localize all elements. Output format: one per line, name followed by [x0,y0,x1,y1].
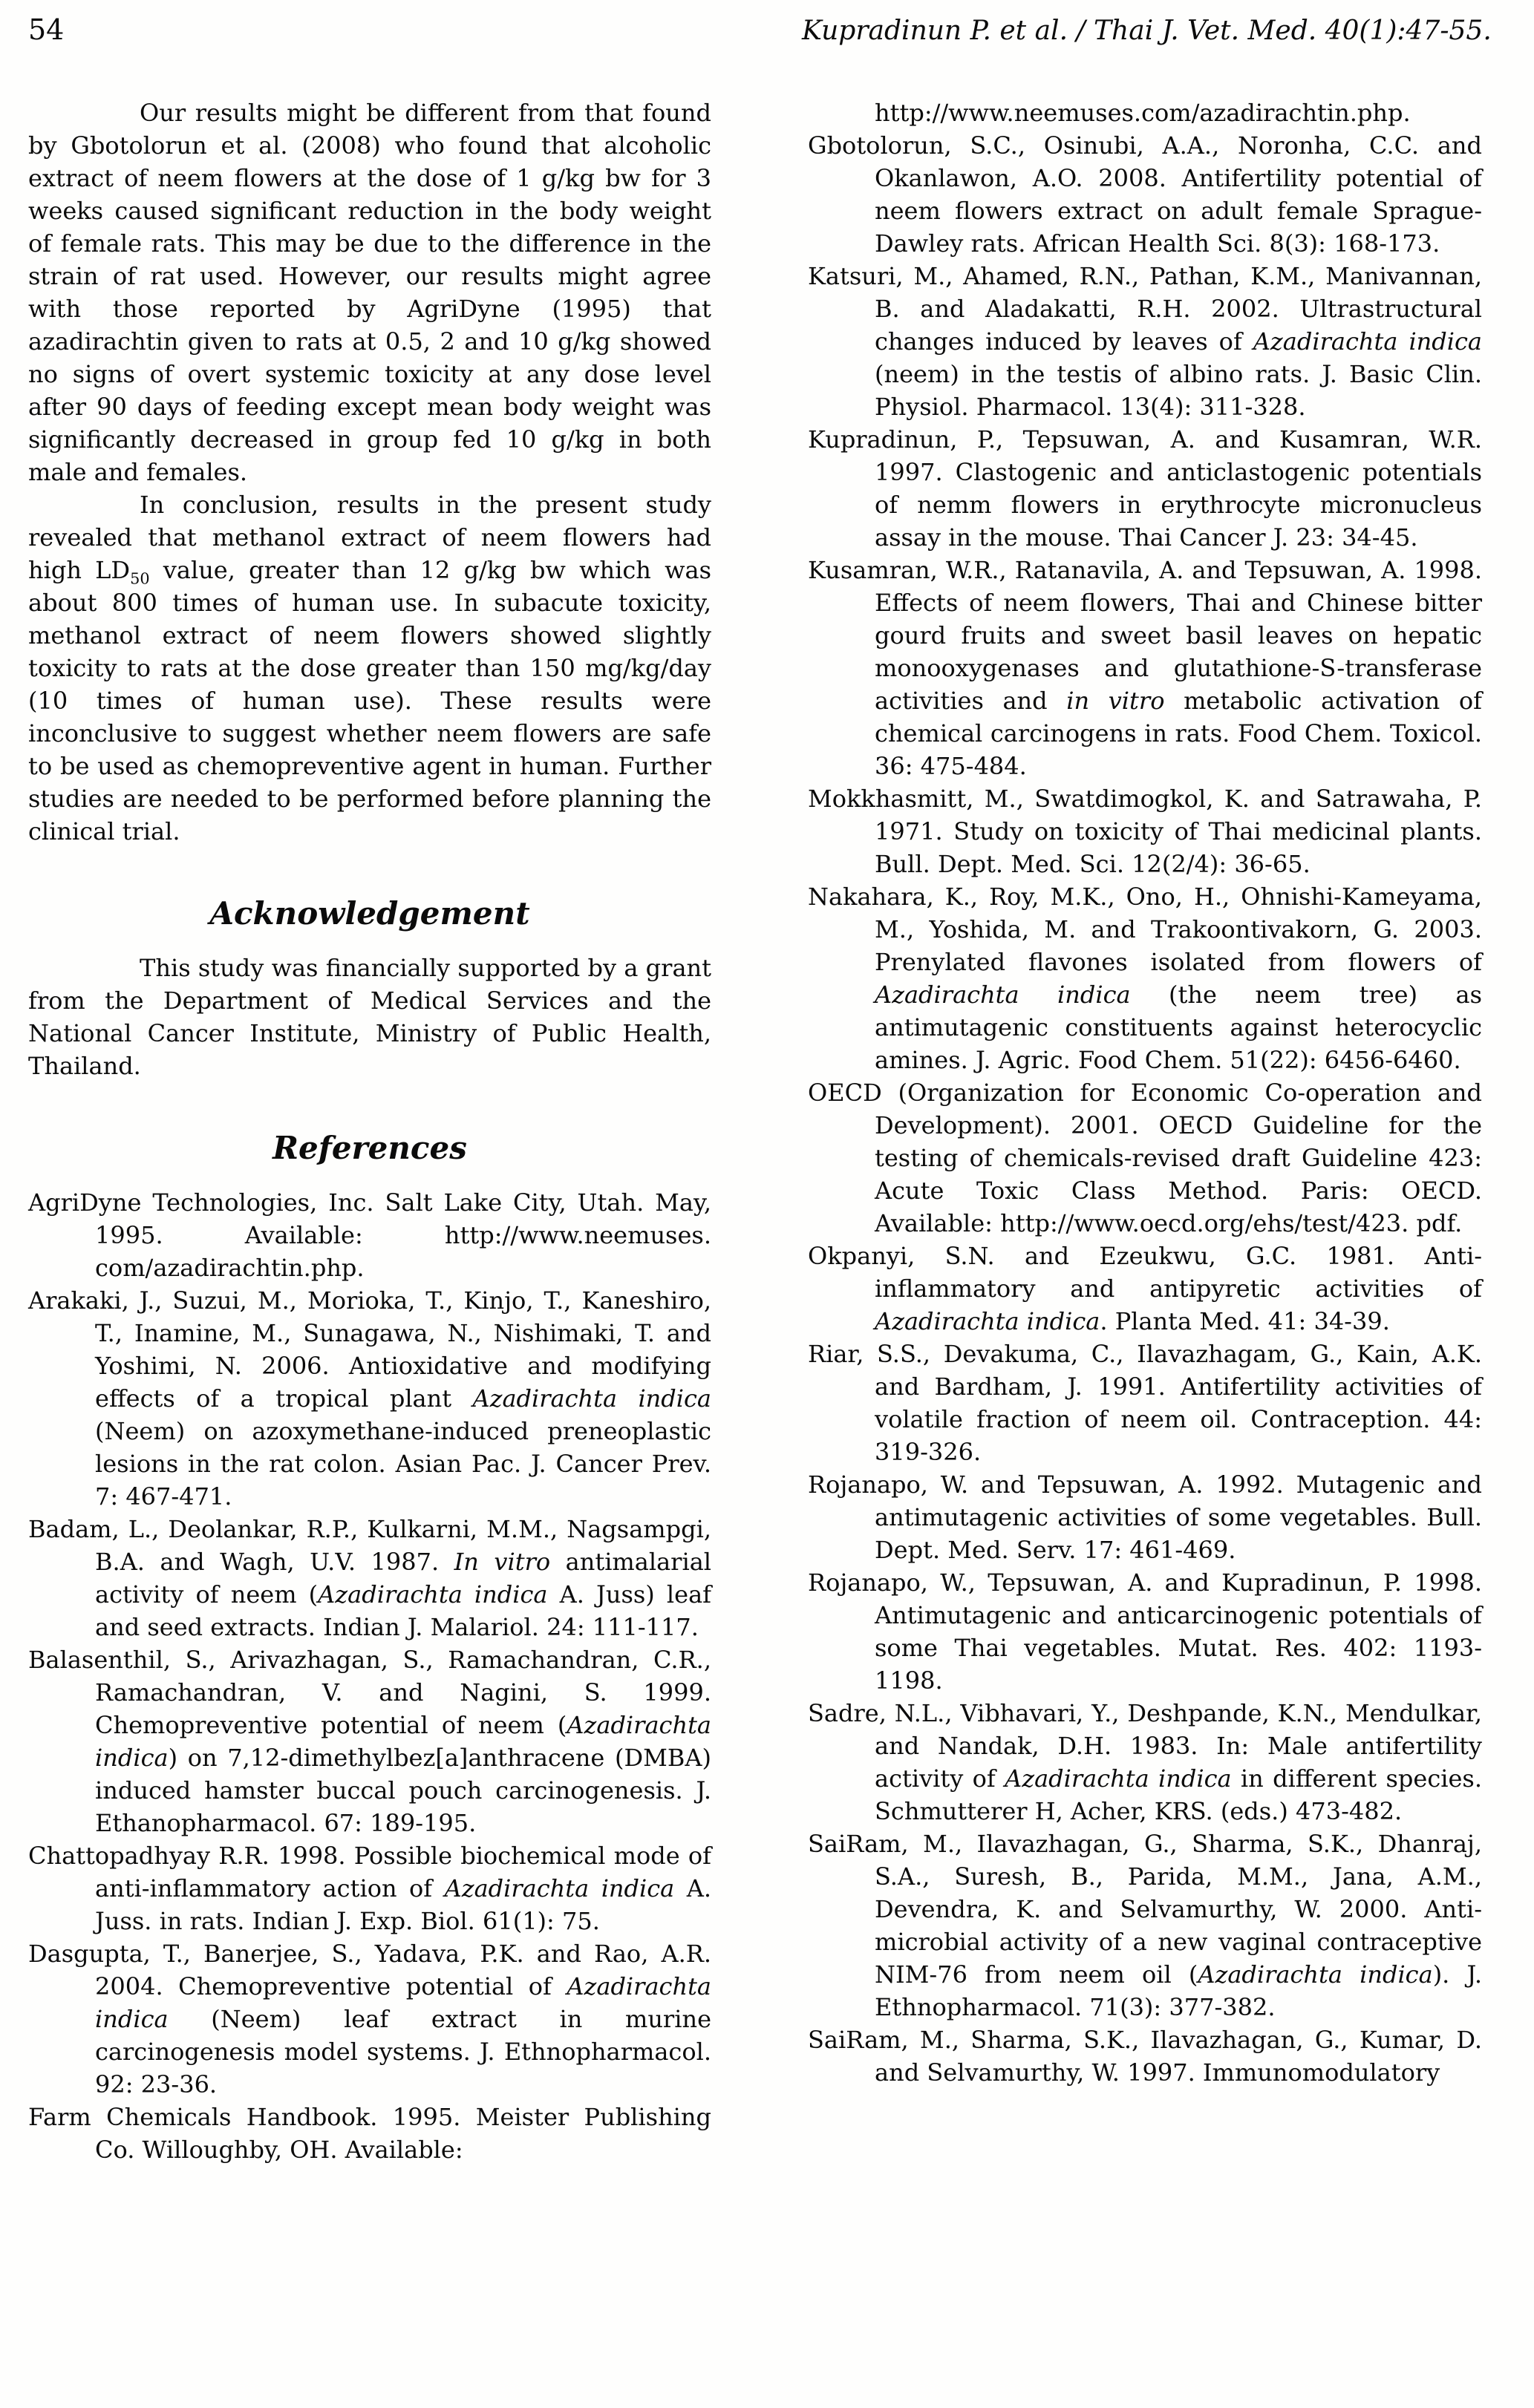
reference-entry: SaiRam, M., Sharma, S.K., Ilavazhagan, G., Kumar, D. and Selvamurthy, W. 1997. Immunomodulatory [808,2026,1482,2087]
reference-entry: Katsuri, M., Ahamed, R.N., Pathan, K.M., Manivannan, B. and Aladakatti, R.H. 2002. Ultrastructural changes induced by leaves of Azadirachta indica (neem) in the testis of albino rats. J. Basic Clin. Physiol. Pharmacol. 13(4): 311-328. [808,262,1483,421]
running-head: Kupradinun P. et al. / Thai J. Vet. Med. 40(1):47-55. [802,16,1492,46]
paragraph-conclusion: In conclusion, results in the present study revealed that methanol extract of neem flowers had high $LD_{50}$ value, greater than 12 g/kg bw which was about 800 times of human use. In subacute toxicity, methanol extract of neem flowers showed slightly toxicity to rats at the dose greater than 150 mg/kg/day (10 times of human use). These results were inconclusive to suggest whether neem flowers are safe to be used as chemopreventive agent in human. Further studies are needed to be performed before planning the clinical trial. [28,491,712,845]
left-column [28,96,711,2166]
reference-continuation: http://www.neemuses.com/azadirachtin.php. [875,99,1411,127]
page-number: 54 [28,13,65,46]
references-heading: References [272,1130,467,1166]
reference-entry: Dasgupta, T., Banerjee, S., Yadava, P.K. and Rao, A.R. 2004. Chemopreventive potential of Azadirachta indica (Neem) leaf extract in murine carcinogenesis model systems. J. Ethnopharmacol. 92: 23-36. [28,1940,711,2098]
reference-entry: Rojanapo, W. and Tepsuwan, A. 1992. Mutagenic and antimutagenic activities of some vegetables. Bull. Dept. Med. Serv. 17: 461-469. [808,1470,1482,1564]
reference-entry: Chattopadhyay R.R. 1998. Possible biochemical mode of anti-inflammatory action of Azadirachta indica A. Juss. in rats. Indian J. Exp. Biol. 61(1): 75. [28,1842,711,1935]
reference-entry: Mokkhasmitt, M., Swatdimogkol, K. and Satrawaha, P. 1971. Study on toxicity of Thai medicinal plants. Bull. Dept. Med. Sci. 12(2/4): 36-65. [808,785,1482,878]
paragraph-discussion: Our results might be different from that found by Gbotolorun et al. (2008) who found that alcoholic extract of neem flowers at the dose of 1 g/kg bw for 3 weeks caused significant reduction in the body weight of female rats. This may be due to the difference in the strain of rat used. However, our results might agree with those reported by AgriDyne (1995) that azadirachtin given to rats at 0.5, 2 and 10 g/kg showed no signs of overt systemic toxicity at any dose level after 90 days of feeding except mean body weight was significantly decreased in group fed 10 g/kg in both male and females. [28,99,711,486]
reference-entry: Kusamran, W.R., Ratanavila, A. and Tepsuwan, A. 1998. Effects of neem flowers, Thai and Chinese bitter gourd fruits and sweet basil leaves on hepatic monooxygenases and glutathione-S-transferase activities and in vitro metabolic activation of chemical carcinogens in rats. Food Chem. Toxicol. 36: 475-484. [808,556,1483,780]
reference-entry: Nakahara, K., Roy, M.K., Ono, H., Ohnishi-Kameyama, M., Yoshida, M. and Trakoontivakorn, G. 2003. Prenylated flavones isolated from flowers of Azadirachta indica (the neem tree) as antimutagenic constituents against heterocyclic amines. J. Agric. Food Chem. 51(22): 6456-6460. [808,883,1483,1074]
reference-entry: SaiRam, M., Ilavazhagan, G., Sharma, S.K., Dhanraj, S.A., Suresh, B., Parida, M.M., Jana, A.M., Devendra, K. and Selvamurthy, W. 2000. Anti-microbial activity of a new vaginal contraceptive NIM-76 from neem oil (Azadirachta indica). J. Ethnopharmacol. 71(3): 377-382. [808,1830,1483,2021]
reference-entry: OECD (Organization for Economic Co-operation and Development). 2001. OECD Guideline for the testing of chemicals-revised draft Guideline 423: Acute Toxic Class Method. Paris: OECD. Available: http://www.oecd.org/ehs/test/423. pdf. [808,1079,1482,1237]
reference-entry: Riar, S.S., Devakuma, C., Ilavazhagam, G., Kain, A.K. and Bardham, J. 1991. Antifertility activities of volatile fraction of neem oil. Contraception. 44: 319-326. [808,1340,1482,1466]
reference-entry: Arakaki, J., Suzui, M., Morioka, T., Kinjo, T., Kaneshiro, T., Inamine, M., Sunagawa, N., Nishimaki, T. and Yoshimi, N. 2006. Antioxidative and modifying effects of a tropical plant Azadirachta indica (Neem) on azoxymethane-induced preneoplastic lesions in the rat colon. Asian Pac. J. Cancer Prev. 7: 467-471. [28,1286,712,1511]
acknowledgement-heading: Acknowledgement [209,895,530,932]
paragraph-acknowledgement: This study was financially supported by a grant from the Department of Medical Services and the National Cancer Institute, Ministry of Public Health, Thailand. [28,954,711,1080]
reference-entry: Kupradinun, P., Tepsuwan, A. and Kusamran, W.R. 1997. Clastogenic and anticlastogenic potentials of nemm flowers in erythrocyte micronucleus assay in the mouse. Thai Cancer J. 23: 34-45. [808,425,1482,552]
reference-entry: AgriDyne Technologies, Inc. Salt Lake City, Utah. May, 1995. Available: http://www.neemuses. com/azadirachtin.php. [28,1188,711,1282]
reference-entry: Balasenthil, S., Arivazhagan, S., Ramachandran, C.R., Ramachandran, V. and Nagini, S. 1999. Chemopreventive potential of neem (Azadirachta indica) on 7,12-dimethylbez[a]anthracene (DMBA) induced hamster buccal pouch carcinogenesis. J. Ethanopharmacol. 67: 189-195. [28,1646,711,1837]
reference-entry: Farm Chemicals Handbook. 1995. Meister Publishing Co. Willoughby, OH. Available: [28,2103,711,2164]
reference-entry: Sadre, N.L., Vibhavari, Y., Deshpande, K.N., Mendulkar, and Nandak, D.H. 1983. In: Male antifertility activity of Azadirachta indica in different species. Schmutterer H, Acher, KRS. (eds.) 473-482. [808,1699,1483,1825]
right-column [808,96,1482,2089]
reference-entry: Gbotolorun, S.C., Osinubi, A.A., Noronha, C.C. and Okanlawon, A.O. 2008. Antifertility potential of neem flowers extract on adult female Sprague-Dawley rats. African Health Sci. 8(3): 168-173. [808,131,1482,258]
reference-entry: Badam, L., Deolankar, R.P., Kulkarni, M.M., Nagsampgi, B.A. and Wagh, U.V. 1987. In vitro antimalarial activity of neem (Azadirachta indica A. Juss) leaf and seed extracts. Indian J. Malariol. 24: 111-117. [28,1515,712,1641]
reference-entry: Okpanyi, S.N. and Ezeukwu, G.C. 1981. Anti-inflammatory and antipyretic activities of Azadirachta indica. Planta Med. 41: 34-39. [808,1242,1482,1335]
reference-entry: Rojanapo, W., Tepsuwan, A. and Kupradinun, P. 1998. Antimutagenic and anticarcinogenic potentials of some Thai vegetables. Mutat. Res. 402: 1193-1198. [808,1568,1482,1695]
